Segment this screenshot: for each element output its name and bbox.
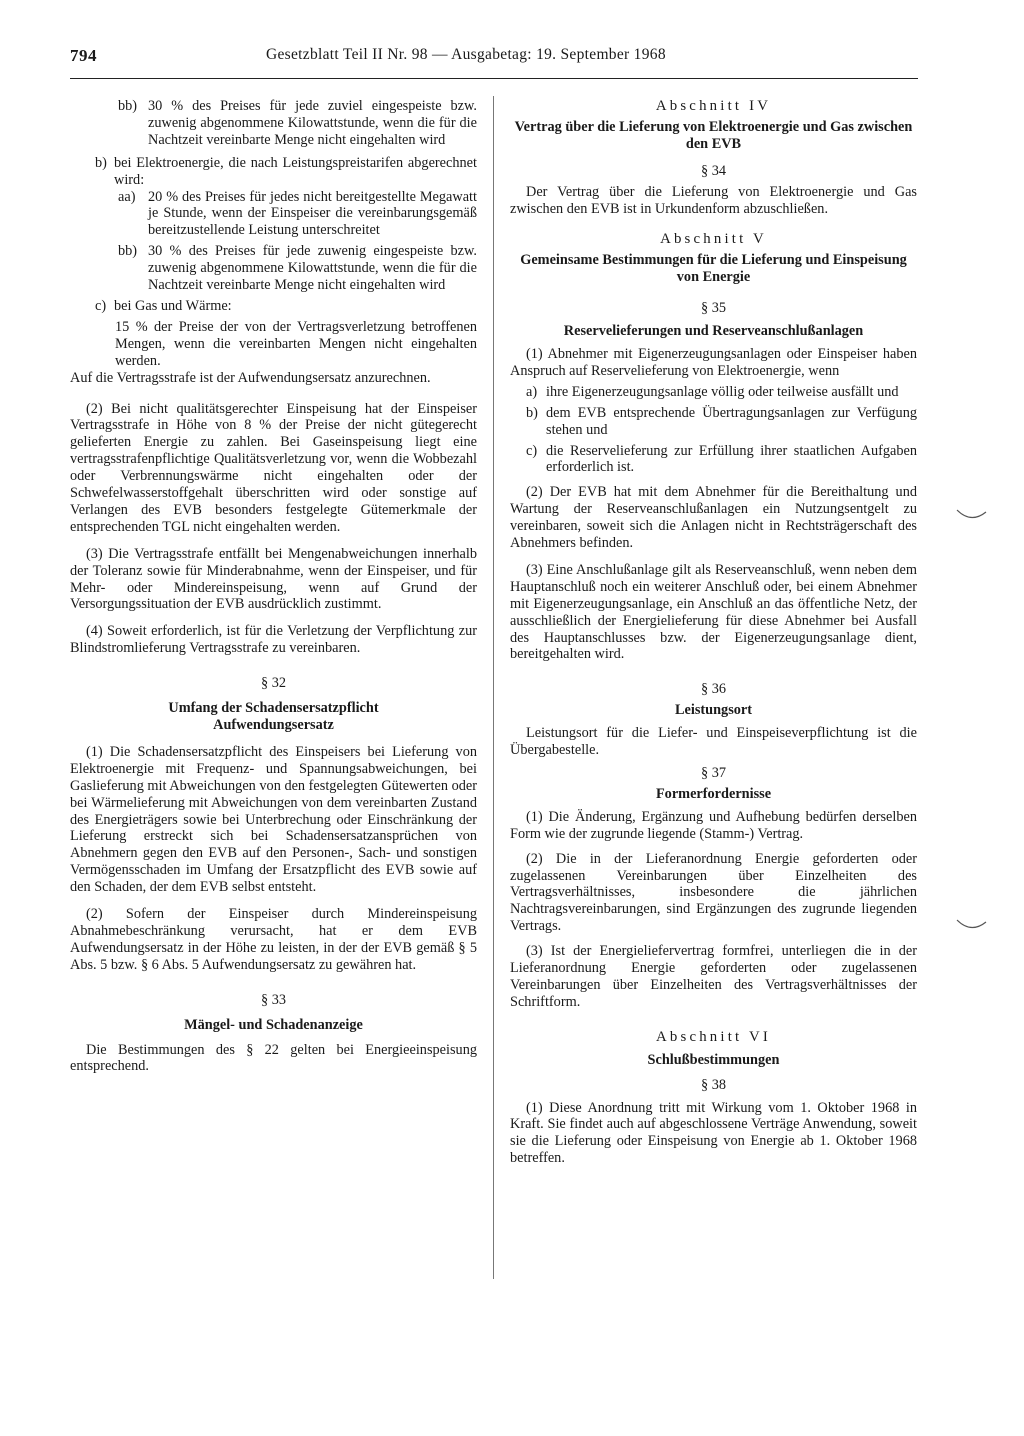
paragraph: Auf die Vertragsstrafe ist der Aufwendungsersatz anzurechnen. — [70, 369, 431, 386]
section-number: § 36 — [700, 681, 727, 698]
section-heading: Umfang der Schadensersatzpflicht — [168, 700, 379, 717]
paragraph: (4) Soweit erforderlich, ist für die Verletzung der Verpflichtung zur Blindstromlieferung Vertragsstrafe zu vereinbaren. — [70, 623, 477, 657]
chapter-title: Vertrag über die Lieferung von Elektroenergie und Gas zwischen den EVB — [514, 118, 913, 152]
paragraph: (1) Diese Anordnung tritt mit Wirkung vom 1. Oktober 1968 in Kraft. Sie findet auch auf abgeschlossene Verträge Anwendung, soweit sie die Lieferung oder Einspeisung von Energie ab 1. Oktober 1968 betreffen. — [510, 1099, 917, 1167]
paragraph: (1) Die Änderung, Ergänzung und Aufhebung bedürfen derselben Form wie der zugrunde liegende (Stamm-) Vertrag. — [510, 808, 917, 842]
chapter-heading: Abschnitt V — [660, 231, 767, 248]
page-title: Gesetzblatt Teil II Nr. 98 — Ausgabetag: 19. September 1968 — [266, 46, 666, 63]
section-heading: Leistungsort — [674, 702, 753, 719]
page-header — [70, 44, 918, 79]
column-divider — [493, 96, 494, 1279]
item-label: b) — [526, 404, 538, 421]
item-label: a) — [526, 383, 538, 400]
list-item-c-text: 15 % der Preise der von der Vertragsverletzung betroffenen Mengen, wenn die vereinbarten Mengen nicht eingehalten werden. — [115, 318, 477, 369]
item-label: c) — [526, 442, 538, 459]
item-text: 30 % des Preises für jede zuviel eingespeiste bzw. zuwenig abgenommene Kilowattstunde, wenn die für die Nachtzeit vereinbarte Menge nicht eingehalten wird — [148, 98, 477, 148]
item-text: 20 % des Preises für jedes nicht bereitgestellte Megawatt je Stunde, wenn der Einspeiser die vereinbarungsgemäß bereitzustellende Leistung unterschreitet — [148, 188, 477, 239]
section-number: § 34 — [700, 162, 727, 179]
section-number: § 32 — [260, 675, 287, 692]
chapter-heading: Abschnitt VI — [656, 1028, 771, 1045]
list-item-c — [510, 443, 917, 477]
left-column — [70, 98, 477, 1075]
list-item-bb — [70, 243, 477, 294]
list-item-a — [510, 384, 917, 401]
paragraph: Der Vertrag über die Lieferung von Elektroenergie und Gas zwischen den EVB ist in Urkundenform abzuschließen. — [510, 183, 917, 217]
paragraph: (1) Die Schadensersatzpflicht des Einspeisers bei Lieferung von Elektroenergie mit Frequenz- und Spannungsabweichungen, bei Gaslieferung mit Abweichungen von den festgelegten Gütewerten oder bei Wärmelieferung mit Abweichungen von dem vereinbarten Zustand des Energieträgers sowie bei Unterbrechung oder Einschränkung der Lieferung erstreckt sich bei Schadensersatzansprüchen von Abnehmern gegen den EVB auf den Personen-, Sach- und sonstigen Vermögensschaden im Umfang der Ersatzpflicht des EVB sowie auf den Schaden, der dem EVB selbst entsteht. — [70, 743, 477, 896]
chapter-heading: Abschnitt IV — [655, 98, 772, 114]
item-label: aa) — [118, 188, 136, 205]
paragraph: Leistungsort für die Liefer- und Einspeiseverpflichtung ist die Übergabestelle. — [510, 725, 917, 759]
item-text: bei Gas und Wärme: — [114, 297, 232, 314]
item-text: ihre Eigenerzeugungsanlage völlig oder teilweise ausfällt und — [546, 383, 899, 400]
paragraph: (3) Die Vertragsstrafe entfällt bei Mengenabweichungen innerhalb der Toleranz sowie für Minderabnahme, wenn der Einspeiser, und für Mehr- oder Mindereinspeisung, wenn auf Grund der Versorgungssituation der EVB ausdrücklich zustimmt. — [70, 545, 477, 613]
section-heading: Aufwendungsersatz — [213, 717, 334, 733]
section-number: § 37 — [700, 765, 727, 781]
item-text: die Reservelieferung zur Erfüllung ihrer staatlichen Aufgaben erforderlich ist. — [546, 442, 917, 476]
paragraph: (2) Bei nicht qualitätsgerechter Einspeisung hat der Einspeiser Vertragsstrafe in Höhe von 8 % der Preise der nicht gütegerecht gelieferten Energie zu zahlen. Bei Gaseinspeisung liegt eine vertragsstrafenpflichtige Qualitätsverletzung vor, wenn die Wobbezahl oder Verbrennungswärme nicht eingehalten oder der Schwefelwasserstoffgehalt überschritten wird oder sonstige auf Verlangen des EVB besonders festgelegte Gütemerkmale der entsprechenden TGL nicht eingehalten werden. — [70, 400, 477, 535]
section-number: § 38 — [700, 1076, 727, 1093]
section-number: § 33 — [260, 991, 287, 1008]
paragraph: (3) Eine Anschlußanlage gilt als Reserveanschluß, wenn neben dem Hauptanschluß noch ein weiterer Anschluß oder, bei einem Abnehmer mit Eigenerzeugungsanlage, ein Anschluß an das öffentliche Netz, der ausschließlich der Energielieferung für diese Abnehmer bei Ausfall des Hauptanschlusses bzw. der Eigenerzeugungsanlage dient, bereitgehalten wird. — [510, 561, 917, 663]
chapter-title: Schlußbestimmungen — [647, 1051, 780, 1068]
item-label: b) — [95, 154, 107, 171]
list-item-b — [70, 155, 477, 189]
item-text: bei Elektroenergie, die nach Leistungspreistarifen abgerechnet wird: — [114, 154, 477, 188]
paragraph: (1) Abnehmer mit Eigenerzeugungsanlagen oder Einspeiser haben Anspruch auf Reservelieferung von Elektroenergie, wenn — [510, 345, 917, 379]
margin-mark — [955, 916, 989, 932]
item-label: bb) — [118, 98, 138, 114]
section-heading: Formerfordernisse — [655, 785, 772, 802]
page-number: 794 — [70, 46, 97, 65]
section-heading: Mängel- und Schadenanzeige — [184, 1016, 363, 1033]
paragraph: (2) Sofern der Einspeiser durch Mindereinspeisung Abnahmebeschränkung verursacht, hat er dem EVB Aufwendungsersatz in der Höhe zu leisten, in der der EVB gemäß § 5 Abs. 5 bzw. § 6 Abs. 5 Aufwendungsersatz zu gewähren hat. — [70, 906, 477, 973]
list-item-b — [510, 405, 917, 439]
list-item-c — [70, 298, 477, 315]
item-text: dem EVB entsprechende Übertragungsanlagen zur Verfügung stehen und — [546, 404, 917, 438]
paragraph: (2) Die in der Lieferanordnung Energie geforderten oder zugelassenen Vereinbarungen über Einzelheiten des Vertragsverhältnisses, insbesondere die jährlichen Nachtragsvereinbarungen, sind Ergänzungen des zugrunde liegenden Vertrags. — [510, 850, 917, 935]
margin-mark — [955, 506, 989, 522]
list-item-aa — [70, 189, 477, 240]
paragraph: (3) Ist der Energieliefervertrag formfrei, unterliegen die in der Lieferanordnung Energie geforderten oder zugelassenen Vereinbarungen über Einzelheiten des Vertragsverhältnisses der Schriftform. — [510, 943, 917, 1010]
paragraph: (2) Der EVB hat mit dem Abnehmer für die Bereithaltung und Wartung der Reserveanschlußanlagen ein Nutzungsentgelt zu vereinbaren, soweit sich die Anlagen nicht in Rechtsträgerschaft des Abnehmers befinden. — [510, 484, 917, 552]
item-label: bb) — [118, 243, 138, 260]
item-label: c) — [95, 297, 107, 314]
chapter-title: Gemeinsame Bestimmungen für die Lieferung und Einspeisung von Energie — [520, 252, 907, 286]
right-column — [510, 98, 917, 1167]
section-heading: Reservelieferungen und Reserveanschlußanlagen — [563, 323, 864, 340]
list-item-bb — [70, 98, 477, 149]
paragraph: Die Bestimmungen des § 22 gelten bei Energieeinspeisung entsprechend. — [70, 1041, 477, 1075]
item-text: 30 % des Preises für jede zuwenig eingespeiste bzw. zuwenig abgenommene Kilowattstunde, wenn die für die Nachtzeit vereinbarte Menge nicht eingehalten wird — [148, 243, 477, 294]
section-number: § 35 — [700, 300, 727, 317]
